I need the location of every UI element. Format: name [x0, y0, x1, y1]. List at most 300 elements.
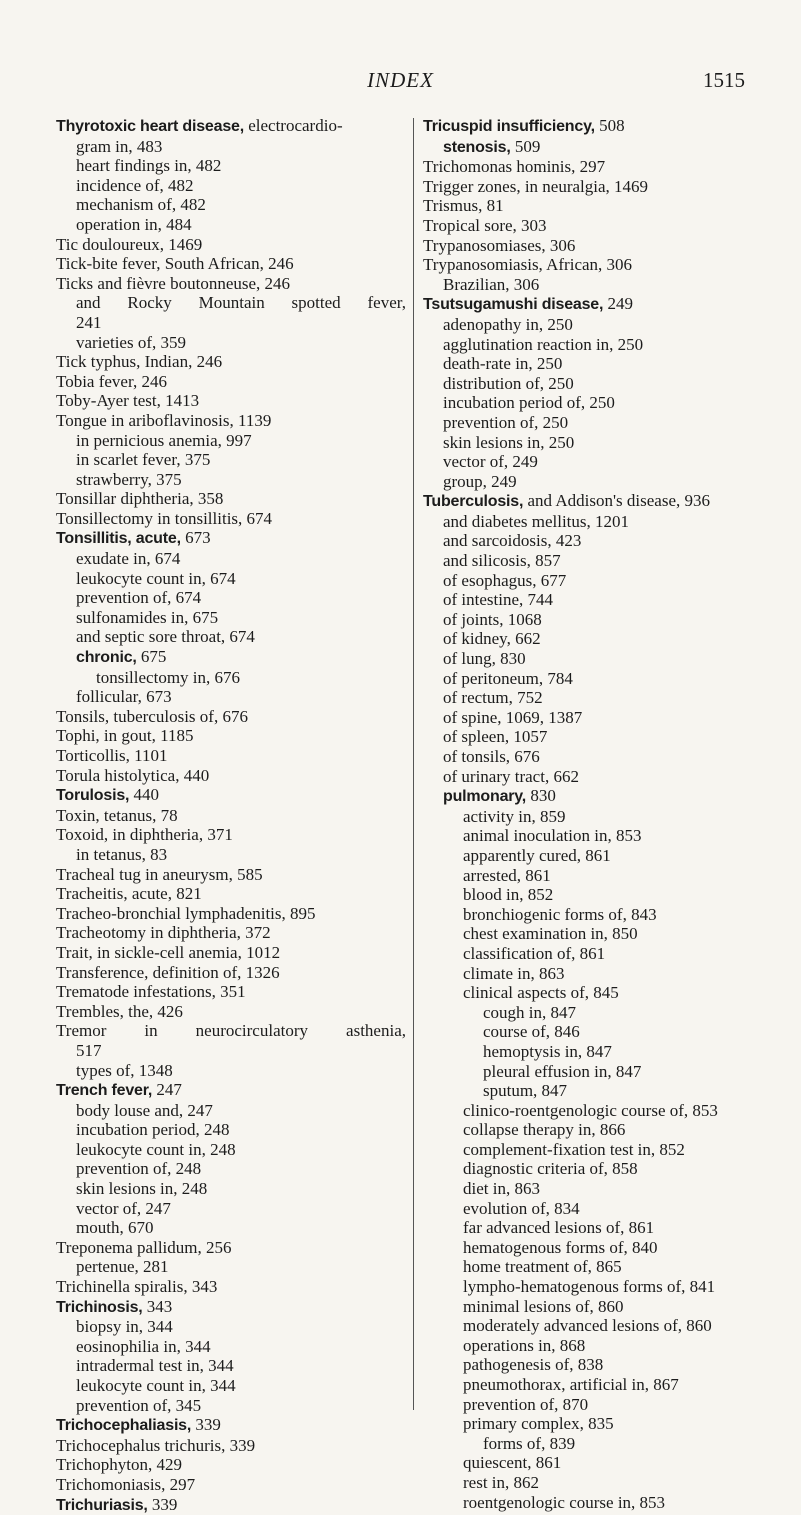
index-entry-text: course of, 846 [483, 1022, 580, 1042]
index-entry-text: bronchiogenic forms of, 843 [463, 904, 657, 924]
index-entry-text: pleural effusion in, 847 [483, 1061, 642, 1081]
index-term-bold: Thyrotoxic heart disease, [56, 118, 244, 135]
index-entry [56, 865, 406, 885]
index-entry-text: animal inoculation in, 853 [463, 826, 642, 846]
index-entry-text: Ticks and fièvre boutonneuse, 246 [56, 273, 291, 293]
index-entry [423, 491, 775, 512]
index-entry-text: arrested, 861 [463, 865, 551, 885]
index-entry-text: Trismus, 81 [423, 196, 504, 216]
index-entry-text: varieties of, 359 [76, 332, 186, 352]
index-entry [423, 1493, 775, 1513]
index-entry-text: types of, 1348 [76, 1060, 173, 1080]
index-entry-text: Tonsils, tuberculosis of, 676 [56, 706, 248, 726]
index-entry-text: and septic sore throat, 674 [76, 627, 255, 647]
index-entry [423, 944, 775, 964]
index-entry [423, 629, 775, 649]
index-entry [423, 846, 775, 866]
index-entry [56, 982, 406, 1002]
index-entry [423, 354, 775, 374]
index-entry-text: of spine, 1069, 1387 [443, 707, 583, 727]
index-entry [423, 1022, 775, 1042]
index-entry [56, 943, 406, 963]
index-entry [423, 236, 775, 256]
index-entry-text: evolution of, 834 [463, 1198, 580, 1218]
index-term-bold: chronic, [76, 649, 137, 667]
index-entry-text: Tracheitis, acute, 821 [56, 884, 202, 904]
index-entry [56, 1376, 406, 1396]
index-entry-text: incidence of, 482 [76, 175, 194, 195]
index-column-right [423, 116, 775, 1512]
index-entry [423, 1297, 775, 1317]
index-entry-text: Tophi, in gout, 1185 [56, 726, 194, 746]
index-entry [423, 688, 775, 708]
index-entry [423, 571, 775, 591]
index-entry [56, 470, 406, 490]
index-entry-text: adenopathy in, 250 [443, 314, 573, 334]
index-entry [56, 1297, 406, 1318]
index-entry-text: Toxoid, in diphtheria, 371 [56, 825, 233, 845]
page-header [0, 68, 801, 96]
index-entry [423, 216, 775, 236]
index-entry-text: Trematode infestations, 351 [56, 982, 246, 1002]
index-entry-text: lympho-hematogenous forms of, 841 [463, 1277, 716, 1297]
index-entry-text: distribution of, 250 [443, 373, 574, 393]
index-entry-text: far advanced lesions of, 861 [463, 1218, 655, 1238]
index-column-left [56, 116, 406, 1515]
index-entry-text: quiescent, 861 [463, 1453, 562, 1473]
index-entry-text: of intestine, 744 [443, 590, 554, 610]
index-term-bold: Tuberculosis, [423, 493, 524, 511]
index-entry [423, 747, 775, 767]
index-entry [56, 1257, 406, 1277]
index-entry-text: sulfonamides in, 675 [76, 607, 219, 627]
index-entry [56, 528, 406, 549]
index-entry-text: heart findings in, 482 [76, 156, 222, 176]
index-entry [56, 293, 406, 313]
index-entry [56, 923, 406, 943]
index-entry-text: biopsy in, 344 [76, 1317, 173, 1337]
index-entry-text: 247 [152, 1080, 182, 1100]
index-entry [56, 1455, 406, 1475]
index-entry-text: 440 [129, 785, 160, 805]
index-entry [56, 647, 406, 668]
index-entry [423, 1473, 775, 1493]
index-entry [423, 924, 775, 944]
index-entry [423, 1238, 775, 1258]
index-entry-text: Tongue in ariboflavinosis, 1139 [56, 410, 272, 430]
index-term-bold: Tsutsugamushi disease, [423, 296, 604, 314]
index-entry-text: 249 [603, 294, 633, 314]
index-entry [56, 785, 406, 806]
index-entry-text: of esophagus, 677 [443, 570, 567, 590]
index-entry-text: apparently cured, 861 [463, 845, 611, 865]
index-entry [56, 1179, 406, 1199]
running-head: INDEX [367, 68, 434, 92]
index-entry [423, 472, 775, 492]
index-entry-text: of kidney, 662 [443, 629, 541, 649]
index-entry [56, 391, 406, 411]
index-entry [423, 1101, 775, 1121]
index-entry-text: Tic douloureux, 1469 [56, 234, 203, 254]
index-entry-text: prevention of, 345 [76, 1395, 202, 1415]
index-term-bold: Trench fever, [56, 1082, 153, 1100]
index-entry-text: strawberry, 375 [76, 469, 182, 489]
index-entry [56, 746, 406, 766]
index-entry [423, 1159, 775, 1179]
index-entry [423, 1277, 775, 1297]
index-entry [56, 588, 406, 608]
index-entry-text: diagnostic criteria of, 858 [463, 1159, 638, 1179]
index-entry-text: Trypanosomiasis, African, 306 [423, 255, 633, 275]
index-entry [423, 116, 775, 137]
index-entry [423, 137, 775, 158]
index-term-bold: stenosis, [443, 138, 511, 156]
index-entry-text: hemoptysis in, 847 [483, 1041, 612, 1061]
index-entry-text: and silicosis, 857 [443, 551, 561, 571]
index-entry-text: Tracheotomy in diphtheria, 372 [56, 923, 271, 943]
index-entry [56, 333, 406, 353]
index-entry [423, 335, 775, 355]
index-entry [56, 1199, 406, 1219]
index-entry [56, 687, 406, 707]
index-term-bold: Trichinosis, [56, 1298, 143, 1316]
index-entry [56, 825, 406, 845]
index-entry-text: mouth, 670 [76, 1218, 154, 1238]
index-entry [56, 1061, 406, 1081]
index-entry [423, 1414, 775, 1434]
index-entry-text: gram in, 483 [76, 136, 163, 156]
index-entry-text: vector of, 247 [76, 1198, 171, 1218]
index-entry-text: climate in, 863 [463, 963, 565, 983]
index-entry-text: 508 [594, 116, 625, 135]
index-entry [56, 668, 406, 688]
index-entry-text: moderately advanced lesions of, 860 [463, 1316, 712, 1336]
index-entry-text: Tonsillar diphtheria, 358 [56, 489, 224, 509]
index-entry-text: exudate in, 674 [76, 549, 181, 569]
index-entry-text: forms of, 839 [483, 1433, 576, 1453]
index-entry [423, 866, 775, 886]
index-entry [423, 767, 775, 787]
index-entry-text: 339 [147, 1494, 178, 1514]
index-entry-text: Brazilian, 306 [443, 274, 540, 294]
index-entry [56, 116, 406, 137]
index-entry-text: minimal lesions of, 860 [463, 1296, 624, 1316]
index-entry [423, 255, 775, 275]
index-entry [423, 1042, 775, 1062]
index-entry [56, 352, 406, 372]
index-entry [423, 669, 775, 689]
index-entry [423, 1316, 775, 1336]
index-entry [56, 1396, 406, 1416]
index-entry-text: Torula histolytica, 440 [56, 765, 210, 785]
index-entry [56, 489, 406, 509]
index-entry [56, 313, 406, 333]
index-entry [423, 196, 775, 216]
index-entry [423, 590, 775, 610]
index-entry-text: leukocyte count in, 674 [76, 568, 236, 588]
index-term-bold: Trichocephaliasis, [56, 1417, 192, 1435]
index-entry-text: prevention of, 248 [76, 1159, 202, 1179]
index-entry [56, 1238, 406, 1258]
index-entry-text: 343 [142, 1296, 173, 1316]
index-entry [423, 294, 775, 315]
index-entry [56, 1140, 406, 1160]
index-entry-text: skin lesions in, 248 [76, 1179, 208, 1199]
index-entry-text: skin lesions in, 250 [443, 432, 575, 452]
index-term-bold: pulmonary, [443, 788, 527, 806]
index-entry-text: follicular, 673 [76, 687, 172, 707]
index-term-bold: Tricuspid insufficiency, [423, 118, 595, 135]
index-term-bold: Tonsillitis, acute, [56, 530, 181, 548]
index-entry-text: and sarcoidosis, 423 [443, 531, 582, 551]
index-entry [56, 450, 406, 470]
index-entry-text: Torticollis, 1101 [56, 746, 168, 765]
index-entry-text: of urinary tract, 662 [443, 766, 579, 786]
index-entry-text: of rectum, 752 [443, 688, 543, 708]
index-entry [423, 649, 775, 669]
index-entry-text: diet in, 863 [463, 1179, 540, 1199]
index-entry-text: in tetanus, 83 [76, 844, 168, 864]
index-entry-text: blood in, 852 [463, 885, 554, 905]
index-entry-text: eosinophilia in, 344 [76, 1336, 211, 1356]
index-entry [56, 1120, 406, 1140]
index-entry-text: pneumothorax, artificial in, 867 [463, 1375, 679, 1394]
index-entry-text: and diabetes mellitus, 1201 [443, 511, 630, 531]
index-entry [423, 512, 775, 532]
index-entry [56, 1218, 406, 1238]
index-entry-text: electrocardio- [243, 116, 343, 135]
index-entry-text: in pernicious anemia, 997 [76, 430, 252, 450]
index-entry [56, 195, 406, 215]
index-entry [423, 413, 775, 433]
index-entry [56, 707, 406, 727]
index-entry-text: Trait, in sickle-cell anemia, 1012 [56, 942, 281, 962]
index-entry [423, 905, 775, 925]
index-entry [423, 275, 775, 295]
index-term-bold: Trichuriasis, [56, 1496, 148, 1514]
index-entry [56, 1002, 406, 1022]
index-entry-text: primary complex, 835 [463, 1414, 614, 1434]
index-entry [423, 708, 775, 728]
index-entry-text: death-rate in, 250 [443, 354, 563, 374]
column-divider [413, 118, 414, 1410]
index-entry-text: mechanism of, 482 [76, 195, 206, 215]
index-entry-text: prevention of, 250 [443, 412, 569, 432]
index-entry [56, 235, 406, 255]
index-entry [56, 1495, 406, 1515]
index-entry [56, 254, 406, 274]
index-entry-text: Tonsillectomy in tonsillitis, 674 [56, 508, 273, 528]
index-term-bold: Torulosis, [56, 787, 130, 805]
index-entry [56, 137, 406, 157]
index-entry [423, 1179, 775, 1199]
index-entry [423, 1453, 775, 1473]
index-entry [56, 509, 406, 529]
index-entry-text: of spleen, 1057 [443, 727, 548, 747]
index-entry-text: rest in, 862 [463, 1472, 540, 1492]
index-entry-text: Trichomonas hominis, 297 [423, 157, 606, 177]
index-entry-text: agglutination reaction in, 250 [443, 334, 644, 354]
index-entry [56, 726, 406, 746]
index-entry-text: incubation period, 248 [76, 1120, 230, 1140]
index-entry [423, 157, 775, 177]
index-entry [56, 1041, 406, 1061]
index-entry [423, 1140, 775, 1160]
index-entry [423, 1257, 775, 1277]
index-entry-text: of joints, 1068 [443, 609, 542, 629]
index-entry-text: leukocyte count in, 248 [76, 1139, 236, 1159]
index-entry-text: home treatment of, 865 [463, 1257, 622, 1277]
index-entry [423, 807, 775, 827]
index-entry [423, 1355, 775, 1375]
index-entry-text: pathogenesis of, 838 [463, 1355, 604, 1375]
index-entry-text: complement-fixation test in, 852 [463, 1139, 685, 1159]
index-entry [423, 1003, 775, 1023]
index-entry [423, 551, 775, 571]
index-entry [423, 177, 775, 197]
index-entry [423, 1081, 775, 1101]
index-entry-text: operation in, 484 [76, 214, 192, 234]
index-entry-text: in scarlet fever, 375 [76, 450, 211, 470]
index-entry [56, 1337, 406, 1357]
index-entry [423, 315, 775, 335]
index-entry-text: Tracheal tug in aneurysm, 585 [56, 864, 263, 884]
index-entry [56, 845, 406, 865]
index-entry [56, 1101, 406, 1121]
index-entry [56, 884, 406, 904]
index-entry [56, 372, 406, 392]
index-entry [56, 608, 406, 628]
index-entry [423, 1395, 775, 1415]
index-entry [423, 531, 775, 551]
index-entry [423, 1062, 775, 1082]
index-entry-text: chest examination in, 850 [463, 924, 638, 944]
index-entry-text: Trichocephalus trichuris, 339 [56, 1435, 256, 1455]
index-entry-text: and Addison's disease, 936 [523, 491, 710, 511]
index-entry [423, 1218, 775, 1238]
index-entry-text: Tick typhus, Indian, 246 [56, 352, 223, 372]
index-entry-text: activity in, 859 [463, 806, 566, 826]
index-entry [56, 411, 406, 431]
index-entry [56, 1021, 406, 1041]
index-entry [56, 806, 406, 826]
index-entry [423, 1375, 775, 1395]
index-entry-text: 517 [76, 1040, 102, 1060]
index-entry [56, 176, 406, 196]
index-entry [423, 786, 775, 807]
index-entry-text: Trichophyton, 429 [56, 1455, 182, 1475]
index-entry [423, 983, 775, 1003]
index-entry-text: 673 [180, 528, 211, 548]
index-entry-text: Toxin, tetanus, 78 [56, 805, 178, 825]
index-entry-text: Trichomoniasis, 297 [56, 1474, 196, 1494]
page-number: 1515 [703, 68, 745, 92]
index-entry-text: Transference, definition of, 1326 [56, 962, 280, 982]
index-entry [423, 885, 775, 905]
index-entry [56, 569, 406, 589]
index-entry [423, 727, 775, 747]
index-entry-text: operations in, 868 [463, 1335, 586, 1355]
index-entry-text: cough in, 847 [483, 1002, 577, 1022]
index-entry-text: classification of, 861 [463, 943, 606, 963]
index-entry [56, 1277, 406, 1297]
index-entry [56, 1317, 406, 1337]
index-entry-text: 675 [136, 647, 167, 667]
index-entry [56, 431, 406, 451]
index-entry-text: prevention of, 870 [463, 1394, 589, 1414]
index-entry [56, 963, 406, 983]
index-entry-text: incubation period of, 250 [443, 393, 615, 413]
index-entry-text: clinical aspects of, 845 [463, 983, 619, 1003]
index-entry-text: Tropical sore, 303 [423, 215, 547, 235]
index-entry-text: 241 [76, 312, 102, 332]
index-entry-text: body louse and, 247 [76, 1100, 213, 1120]
index-entry-text: vector of, 249 [443, 452, 538, 472]
index-entry-text: tonsillectomy in, 676 [96, 667, 241, 687]
index-entry [423, 826, 775, 846]
index-entry [56, 766, 406, 786]
index-entry [56, 156, 406, 176]
index-entry-text: pertenue, 281 [76, 1257, 169, 1277]
index-entry [423, 964, 775, 984]
index-entry [56, 1356, 406, 1376]
index-entry-text: Tracheo-bronchial lymphadenitis, 895 [56, 903, 316, 923]
index-entry [56, 274, 406, 294]
index-entry [423, 393, 775, 413]
index-entry-text: leukocyte count in, 344 [76, 1376, 236, 1395]
index-entry [56, 1415, 406, 1436]
index-entry [56, 627, 406, 647]
index-entry-text: hematogenous forms of, 840 [463, 1237, 658, 1257]
index-entry [423, 433, 775, 453]
index-entry-text: Tobia fever, 246 [56, 371, 167, 391]
index-entry-text: 509 [510, 136, 541, 156]
index-entry-text: of peritoneum, 784 [443, 668, 573, 688]
index-entry-text: Trypanosomiases, 306 [423, 235, 576, 255]
index-entry [423, 610, 775, 630]
index-entry [423, 374, 775, 394]
index-entry-text: Treponema pallidum, 256 [56, 1237, 232, 1257]
index-entry-text: of lung, 830 [443, 649, 526, 669]
index-entry [56, 904, 406, 924]
index-entry-text: 339 [191, 1415, 221, 1435]
index-entry-text: collapse therapy in, 866 [463, 1120, 626, 1140]
index-entry-text: Trembles, the, 426 [56, 1001, 183, 1021]
index-entry [423, 1336, 775, 1356]
index-entry-text: sputum, 847 [483, 1081, 568, 1101]
index-entry-text: of tonsils, 676 [443, 747, 540, 766]
index-entry [56, 549, 406, 569]
index-entry-text: Trichinella spiralis, 343 [56, 1277, 218, 1297]
index-entry [56, 1475, 406, 1495]
index-entry-text: Trigger zones, in neuralgia, 1469 [423, 176, 649, 196]
index-entry-text: and Rocky Mountain spotted fever, [76, 293, 406, 313]
index-entry [423, 452, 775, 472]
index-entry-text: clinico-roentgenologic course of, 853 [463, 1100, 718, 1120]
index-entry [423, 1434, 775, 1454]
index-entry-text: prevention of, 674 [76, 588, 202, 608]
index-entry [56, 215, 406, 235]
index-entry-text: Tick-bite fever, South African, 246 [56, 254, 294, 274]
index-entry-text: Toby-Ayer test, 1413 [56, 391, 200, 411]
index-entry [56, 1080, 406, 1101]
index-entry-text: roentgenologic course in, 853 [463, 1492, 666, 1512]
index-entry [423, 1120, 775, 1140]
index-entry [423, 1199, 775, 1219]
index-entry [56, 1159, 406, 1179]
index-entry-text: Tremor in neurocirculatory asthenia, [56, 1021, 406, 1041]
index-entry-text: intradermal test in, 344 [76, 1356, 234, 1376]
